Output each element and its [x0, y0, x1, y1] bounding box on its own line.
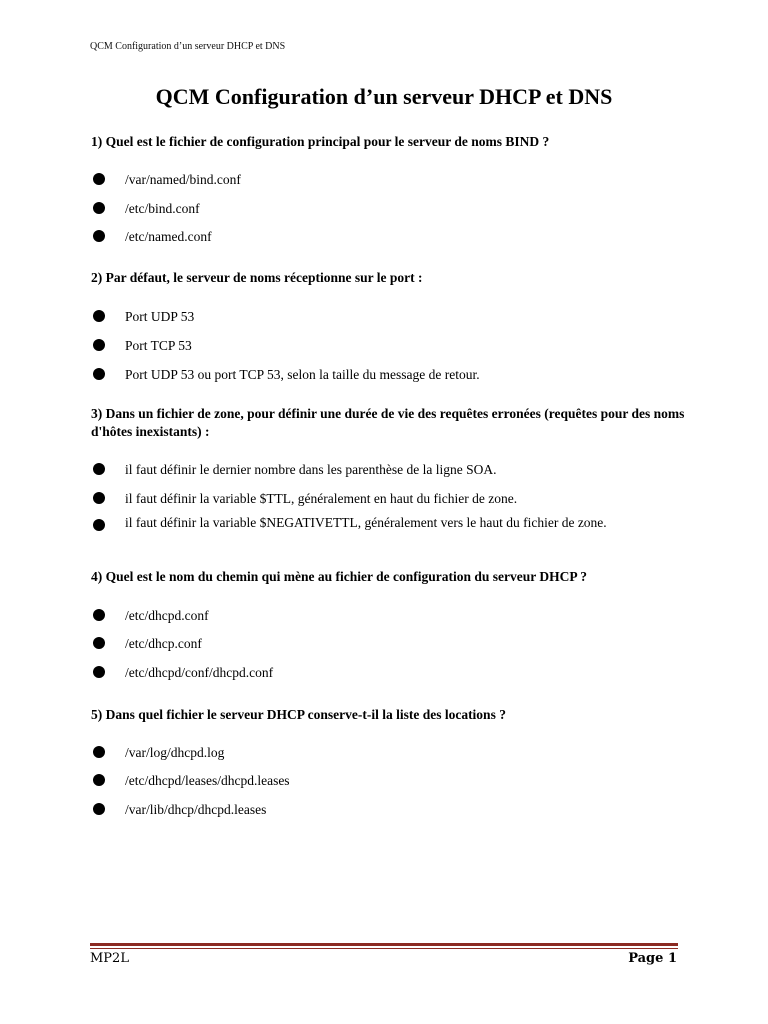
option-label: /etc/named.conf	[125, 229, 212, 244]
footer-divider	[90, 943, 678, 946]
bullet-icon	[93, 368, 105, 380]
option-label: /etc/dhcpd/leases/dhcpd.leases	[125, 773, 290, 788]
bullet-icon	[93, 492, 105, 504]
question-3: 3) Dans un fichier de zone, pour définir une durée de vie des requêtes erronées (requêtes pour des noms d'hôtes inexistants) :	[91, 406, 685, 439]
bullet-icon	[93, 774, 105, 786]
bullet-icon	[93, 666, 105, 678]
bullet-icon	[93, 803, 105, 815]
question-1: 1) Quel est le fichier de configuration principal pour le serveur de noms BIND ?	[91, 134, 550, 149]
option-label: /etc/bind.conf	[125, 201, 200, 216]
footer-divider-thin	[90, 948, 678, 949]
option-label: Port UDP 53 ou port TCP 53, selon la taille du message de retour.	[125, 367, 480, 382]
option-label: il faut définir le dernier nombre dans les parenthèse de la ligne SOA.	[125, 462, 497, 477]
bullet-icon	[93, 173, 105, 185]
document-title: QCM Configuration d’un serveur DHCP et DNS	[155, 84, 613, 109]
option-label: /var/named/bind.conf	[125, 172, 241, 187]
bullet-icon	[93, 463, 105, 475]
question-5: 5) Dans quel fichier le serveur DHCP conserve-t-il la liste des locations ?	[91, 707, 506, 722]
option-label: il faut définir la variable $NEGATIVETTL, généralement vers le haut du fichier de zone.	[125, 515, 607, 530]
running-header: QCM Configuration d’un serveur DHCP et DNS	[90, 41, 286, 52]
option-label: /etc/dhcp.conf	[125, 636, 202, 651]
option-label: il faut définir la variable $TTL, généralement en haut du fichier de zone.	[125, 491, 518, 506]
option-label: Port UDP 53	[125, 309, 195, 324]
bullet-icon	[93, 310, 105, 322]
option-label: /etc/dhcpd.conf	[125, 608, 209, 623]
option-label: /etc/dhcpd/conf/dhcpd.conf	[125, 665, 274, 680]
bullet-icon	[93, 202, 105, 214]
page-number: Page 1	[628, 951, 677, 966]
bullet-icon	[93, 339, 105, 351]
bullet-icon	[93, 637, 105, 649]
bullet-icon	[93, 519, 105, 531]
bullet-icon	[93, 230, 105, 242]
option-label: /var/log/dhcpd.log	[125, 745, 225, 760]
option-label: Port TCP 53	[125, 338, 192, 353]
bullet-icon	[93, 609, 105, 621]
question-2: 2) Par défaut, le serveur de noms réceptionne sur le port :	[91, 270, 423, 285]
bullet-icon	[93, 746, 105, 758]
option-label: /var/lib/dhcp/dhcpd.leases	[125, 802, 267, 817]
question-4: 4) Quel est le nom du chemin qui mène au fichier de configuration du serveur DHCP ?	[91, 569, 587, 584]
footer-label: MP2L	[90, 951, 129, 966]
